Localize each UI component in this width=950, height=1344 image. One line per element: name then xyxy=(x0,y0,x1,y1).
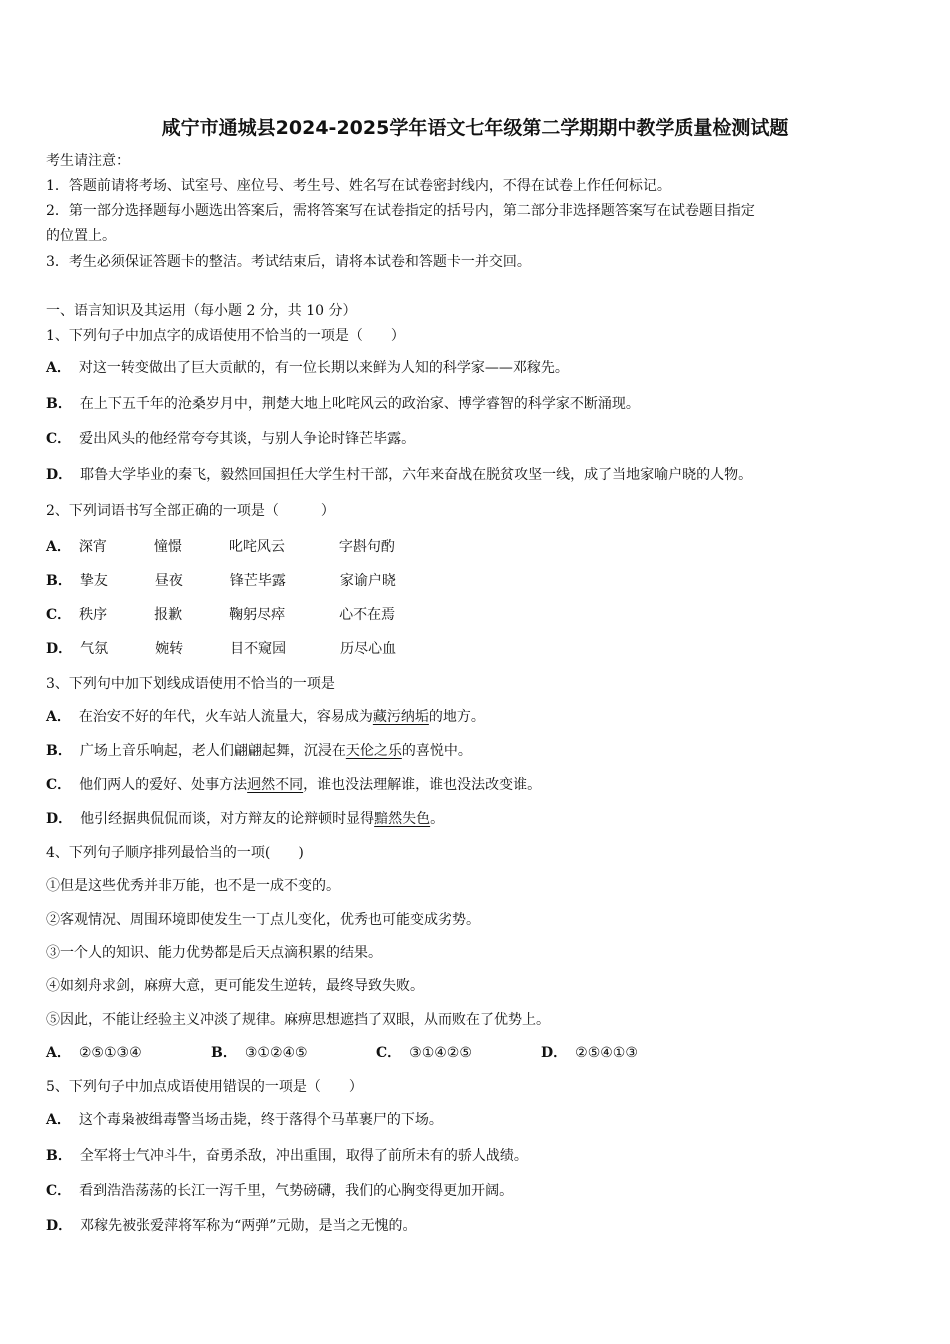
q3-stem: 3、下列句中加下划线成语使用不恰当的一项是 xyxy=(46,676,335,692)
option-text: ②⑤①③④ xyxy=(78,1045,142,1061)
option-label: A． xyxy=(46,360,71,376)
option-text: 在治安不好的年代，火车站人流量大，容易成为 xyxy=(78,709,373,725)
option-text: 全军将士气冲斗牛，奋勇杀敌，冲出重围，取得了前所未有的骄人战绩。 xyxy=(79,1148,528,1164)
q5-option-c xyxy=(46,1182,513,1200)
option-label: A． xyxy=(46,539,71,555)
option-text: 对这一转变做出了巨大贡献的，有一位长期以来鲜为人知的科学家——邓稼先。 xyxy=(78,360,569,376)
option-text: 他引经据典侃侃而谈，对方辩友的论辩顿时显得 xyxy=(80,811,375,827)
q2-stem: 2、下列词语书写全部正确的一项是（ ） xyxy=(46,503,335,519)
word: 心不在焉 xyxy=(339,607,396,623)
q3-option-d xyxy=(46,810,444,828)
option-text: 的喜悦中。 xyxy=(401,743,472,759)
q5-option-d xyxy=(46,1217,416,1235)
q1-option-d xyxy=(46,466,752,484)
word: 憧憬 xyxy=(153,539,182,555)
q4-sentence-4: ④如刻舟求剑，麻痹大意，更可能发生逆转，最终导致失败。 xyxy=(46,978,424,994)
option-label: B． xyxy=(46,1148,72,1164)
word: 挚友 xyxy=(79,573,108,589)
option-text: 这个毒枭被缉毒警当场击毙，终于落得个马革裹尸的下场。 xyxy=(78,1112,443,1128)
option-text: 在上下五千年的沧桑岁月中，荆楚大地上叱咤风云的政治家、博学睿智的科学家不断涌现。 xyxy=(79,396,640,412)
option-text: ②⑤④①③ xyxy=(575,1045,638,1061)
option-label: C． xyxy=(376,1045,402,1061)
option-label: B． xyxy=(46,743,72,759)
q4-options xyxy=(46,1044,638,1062)
option-label: C． xyxy=(46,777,72,793)
word: 目不窥园 xyxy=(230,641,287,657)
word: 历尽心血 xyxy=(340,641,397,657)
word: 婉转 xyxy=(155,641,184,657)
underlined-idiom: 藏污纳垢 xyxy=(372,709,429,725)
q1-option-a xyxy=(46,359,569,377)
word: 鞠躬尽瘁 xyxy=(229,607,286,623)
q5-option-b xyxy=(46,1147,528,1165)
q2-option-a xyxy=(46,538,395,556)
q2-option-d xyxy=(46,640,396,658)
option-label: D． xyxy=(541,1045,568,1061)
word: 报歉 xyxy=(154,607,183,623)
word: 叱咤风云 xyxy=(228,539,285,555)
option-text: ，谁也没法理解谁，谁也没法改变谁。 xyxy=(303,777,542,793)
q3-option-a xyxy=(46,708,485,726)
option-label: A． xyxy=(46,1045,71,1061)
option-label: D． xyxy=(46,641,73,657)
option-label: D． xyxy=(46,1218,73,1234)
notice-item-2-cont: 的位置上。 xyxy=(46,228,116,244)
notice-item-1: 1．答题前请将考场、试室号、座位号、考生号、姓名写在试卷密封线内，不得在试卷上作任何标记。 xyxy=(46,178,671,194)
option-text: 的地方。 xyxy=(428,709,485,725)
notice-item-2: 2．第一部分选择题每小题选出答案后，需将答案写在试卷指定的括号内，第二部分非选择题答案写在试卷题目指定 xyxy=(46,203,755,219)
option-label: D． xyxy=(46,467,73,483)
q5-stem: 5、下列句子中加点成语使用错误的一项是（ ） xyxy=(46,1079,363,1095)
option-label: B． xyxy=(211,1045,237,1061)
option-text: 爱出风头的他经常夸夸其谈，与别人争论时锋芒毕露。 xyxy=(79,431,416,447)
option-text: 广场上音乐响起，老人们翩翩起舞，沉浸在 xyxy=(79,743,346,759)
q5-option-a xyxy=(46,1111,443,1129)
q2-option-c xyxy=(46,606,395,624)
underlined-idiom: 迥然不同 xyxy=(247,777,304,793)
option-label: C． xyxy=(46,431,72,447)
word: 家谕户晓 xyxy=(339,573,396,589)
option-text: 耶鲁大学毕业的秦飞，毅然回国担任大学生村干部，六年来奋战在脱贫攻坚一线，成了当地家喻户晓的人物。 xyxy=(80,467,753,483)
option-label: A． xyxy=(46,709,71,725)
option-label: C． xyxy=(46,1183,72,1199)
option-text: ③①②④⑤ xyxy=(244,1045,308,1061)
q4-stem: 4、下列句子顺序排列最恰当的一项( ) xyxy=(46,845,304,861)
word: 字斟句酌 xyxy=(338,539,395,555)
underlined-idiom: 黯然失色 xyxy=(374,811,431,827)
section-heading: 一、语言知识及其运用（每小题 2 分，共 10 分） xyxy=(46,303,357,319)
option-text: 他们两人的爱好、处事方法 xyxy=(79,777,248,793)
option-label: C． xyxy=(46,607,72,623)
word: 深宵 xyxy=(78,539,107,555)
q4-sentence-1: ①但是这些优秀并非万能，也不是一成不变的。 xyxy=(46,878,340,894)
option-label: B． xyxy=(46,396,72,412)
q4-sentence-3: ③一个人的知识、能力优势都是后天点滴积累的结果。 xyxy=(46,945,382,961)
underlined-idiom: 天伦之乐 xyxy=(345,743,402,759)
q2-option-b xyxy=(46,572,396,590)
page-title: 咸宁市通城县2024-2025学年语文七年级第二学期期中教学质量检测试题 xyxy=(161,117,789,139)
option-label: A． xyxy=(46,1112,71,1128)
q4-sentence-5: ⑤因此，不能让经验主义冲淡了规律。麻痹思想遮挡了双眼，从而败在了优势上。 xyxy=(46,1012,550,1028)
notice-item-3: 3．考生必须保证答题卡的整洁。考试结束后，请将本试卷和答题卡一并交回。 xyxy=(46,254,531,270)
option-text: ③①④②⑤ xyxy=(409,1045,472,1061)
q4-sentence-2: ②客观情况、周围环境即使发生一丁点儿变化，优秀也可能变成劣势。 xyxy=(46,912,480,928)
word: 秩序 xyxy=(79,607,108,623)
word: 昼夜 xyxy=(154,573,183,589)
option-text: 。 xyxy=(430,811,445,827)
word: 锋芒毕露 xyxy=(229,573,286,589)
option-label: B． xyxy=(46,573,72,589)
q1-option-c xyxy=(46,430,415,448)
option-label: D． xyxy=(46,811,73,827)
notice-heading: 考生请注意： xyxy=(46,153,130,169)
option-text: 看到浩浩荡荡的长江一泻千里，气势磅礴，我们的心胸变得更加开阔。 xyxy=(79,1183,514,1199)
q1-option-b xyxy=(46,395,640,413)
q3-option-b xyxy=(46,742,472,760)
option-text: 邓稼先被张爱萍将军称为“两弹”元勋，是当之无愧的。 xyxy=(80,1218,417,1234)
q3-option-c xyxy=(46,776,541,794)
q1-stem: 1、下列句子中加点字的成语使用不恰当的一项是（ ） xyxy=(46,328,405,344)
word: 气氛 xyxy=(80,641,109,657)
